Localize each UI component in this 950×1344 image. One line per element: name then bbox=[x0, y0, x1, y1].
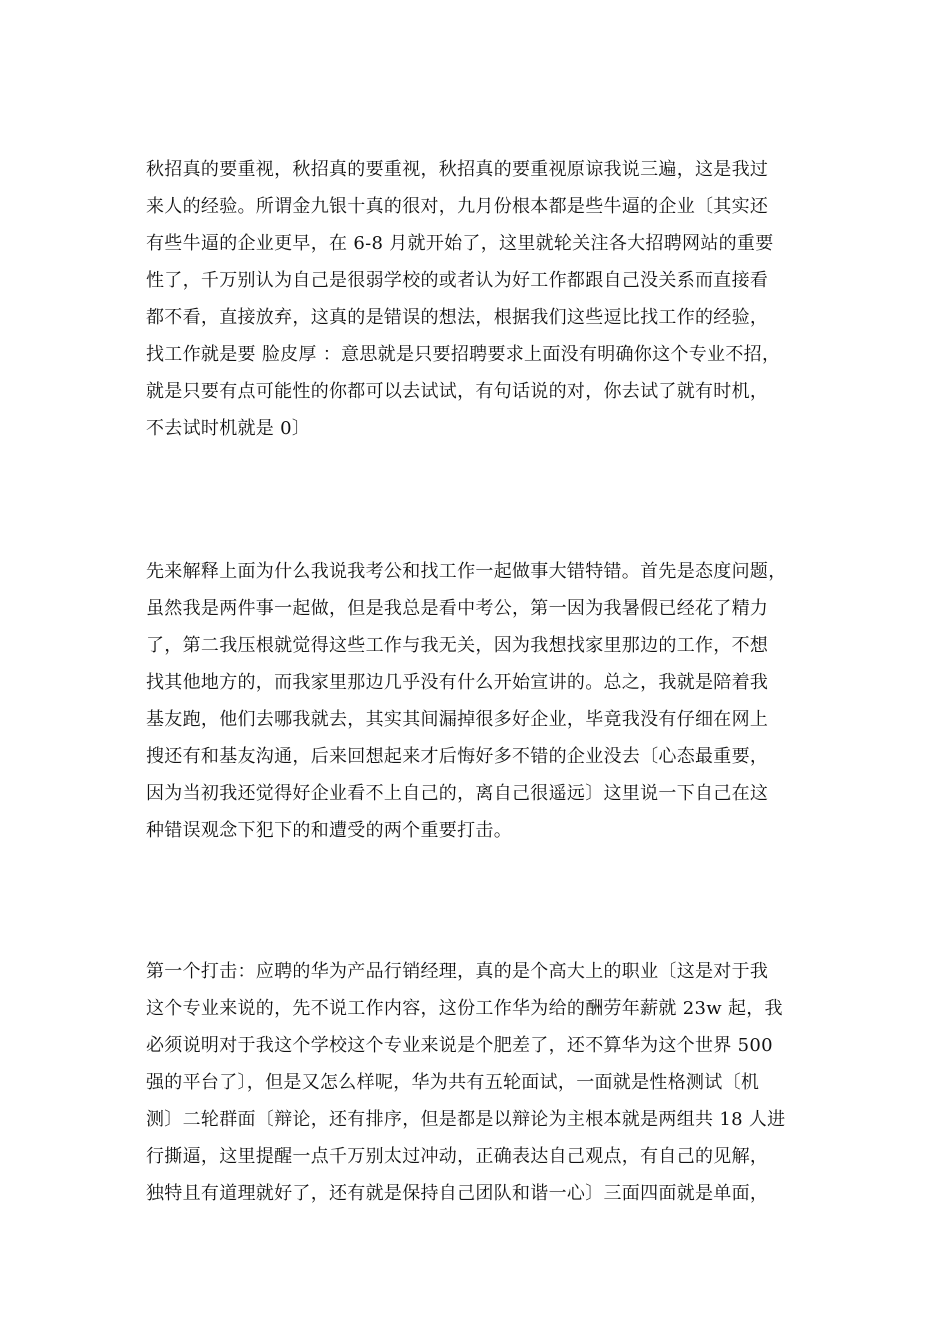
text-line: 必须说明对于我这个学校这个专业来说是个肥差了，还不算华为这个世界 500 bbox=[146, 1035, 773, 1056]
text-line: 了，第二我压根就觉得这些工作与我无关，因为我想找家里那边的工作，不想 bbox=[146, 635, 769, 656]
text-line: 第一个打击：应聘的华为产品行销经理，真的是个高大上的职业〔这是对于我 bbox=[146, 961, 769, 982]
text-line: 因为当初我还觉得好企业看不上自己的，离自己很遥远〕这里说一下自己在这 bbox=[146, 783, 769, 804]
text-line: 就是只要有点可能性的你都可以去试试，有句话说的对，你去试了就有时机， bbox=[146, 381, 769, 402]
text-line: 搜还有和基友沟通，后来回想起来才后悔好多不错的企业没去〔心态最重要， bbox=[146, 746, 769, 767]
text-line: 虽然我是两件事一起做，但是我总是看中考公，第一因为我暑假已经花了精力 bbox=[146, 598, 769, 619]
text-line: 这个专业来说的，先不说工作内容，这份工作华为给的酬劳年薪就 23w 起，我 bbox=[146, 998, 783, 1019]
text-line: 不去试时机就是 0〕 bbox=[146, 418, 311, 439]
text-line: 找工作就是要 脸皮厚 ：意思就是只要招聘要求上面没有明确你这个专业不招， bbox=[146, 344, 781, 365]
text-line: 找其他地方的，而我家里那边几乎没有什么开始宣讲的。总之，我就是陪着我 bbox=[146, 672, 769, 693]
text-line: 都不看，直接放弃，这真的是错误的想法，根据我们这些逗比找工作的经验， bbox=[146, 307, 769, 328]
text-line: 独特且有道理就好了，还有就是保持自己团队和谐一心〕三面四面就是单面， bbox=[146, 1183, 769, 1204]
text-line: 行撕逼，这里提醒一点千万别太过冲动，正确表达自己观点，有自己的见解， bbox=[146, 1146, 769, 1167]
text-line: 基友跑，他们去哪我就去，其实其间漏掉很多好企业，毕竟我没有仔细在网上 bbox=[146, 709, 769, 730]
text-line: 强的平台了〕，但是又怎么样呢，华为共有五轮面试，一面就是性格测试〔机 bbox=[146, 1072, 760, 1093]
text-line: 有些牛逼的企业更早，在 6-8 月就开始了，这里就轮关注各大招聘网站的重要 bbox=[146, 233, 774, 254]
text-line: 来人的经验。所谓金九银十真的很对，九月份根本都是些牛逼的企业〔其实还 bbox=[146, 196, 769, 217]
text-line: 先来解释上面为什么我说我考公和找工作一起做事大错特错。首先是态度问题， bbox=[146, 561, 787, 582]
text-line: 测〕二轮群面〔辩论，还有排序，但是都是以辩论为主根本就是两组共 18 人进 bbox=[146, 1109, 786, 1130]
text-line: 种错误观念下犯下的和遭受的两个重要打击。 bbox=[146, 820, 512, 841]
text-line: 秋招真的要重视，秋招真的要重视，秋招真的要重视原谅我说三遍，这是我过 bbox=[146, 159, 769, 180]
text-line: 性了，千万别认为自己是很弱学校的或者认为好工作都跟自己没关系而直接看 bbox=[146, 270, 769, 291]
